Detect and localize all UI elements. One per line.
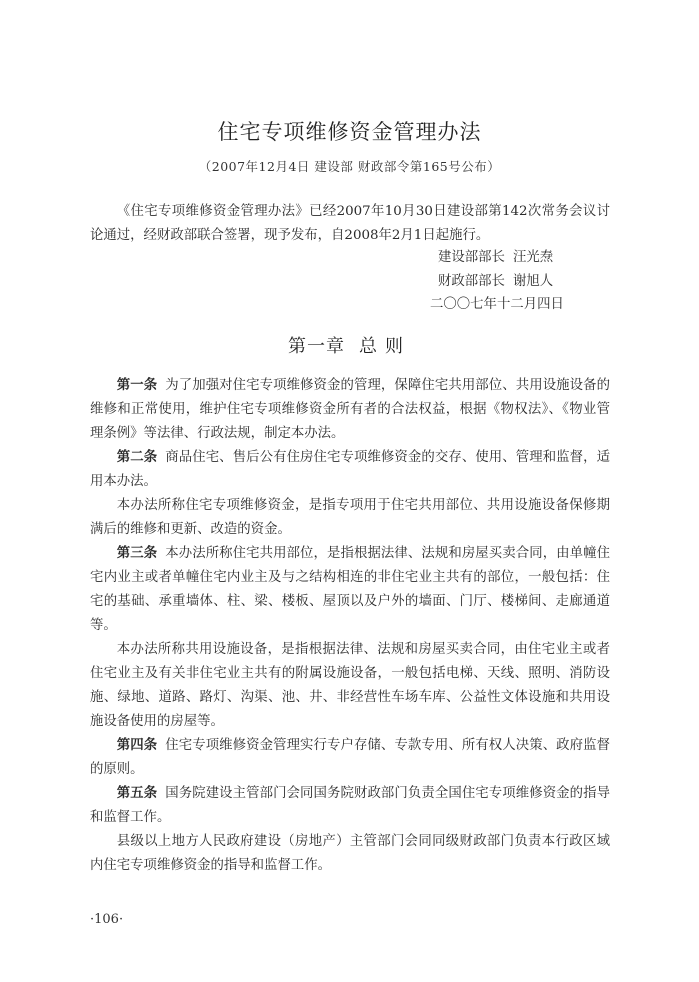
document-title: 住宅专项维修资金管理办法 [217, 120, 482, 144]
article-paragraph [90, 494, 610, 542]
signature-role: 建设部部长 [438, 250, 505, 265]
article-text: 国务院建设主管部门会同国务院财政部门负责全国住宅专项维修资金的指导和监督工作。 [90, 786, 611, 825]
article-paragraph [90, 638, 610, 734]
signature-name: 谢旭人 [512, 273, 554, 289]
article-number: 第一条 [116, 378, 158, 393]
article-text: 本办法所称住宅共用部位，是指根据法律、法规和房屋买卖合同，由单幢住宅内业主或者单幢住宅内业主及与之结构相连的非住宅业主共有的部位，一般包括：住宅的基础、承重墙体、柱、梁、楼板、屋顶以及户外的墙面、门厅、楼梯间、走廊通道等。 [90, 546, 611, 633]
article-paragraph [90, 830, 610, 878]
chapter-heading [0, 332, 699, 358]
signature-block [430, 246, 564, 317]
article-paragraph [90, 446, 610, 494]
article-list [90, 374, 610, 878]
signature-name: 汪光焘 [512, 250, 554, 265]
article-number: 第三条 [116, 546, 158, 561]
page-number: ·106· [90, 912, 124, 927]
article-paragraph [90, 374, 610, 446]
preface [90, 200, 610, 248]
preface-text: 《住宅专项维修资金管理办法》已经2007年10月30日建设部第142次常务会议讨论通过，经财政部联合签署，现予发布，自2008年2月1日起施行。 [90, 204, 610, 243]
article-number: 第四条 [116, 738, 158, 753]
article-text: 本办法所称住宅专项维修资金，是指专项用于住宅共用部位、共用设施设备保修期满后的维修和更新、改造的资金。 [90, 498, 610, 537]
document-subtitle: （2007年12月4日 建设部 财政部令第165号公布） [198, 159, 501, 174]
article-number: 第二条 [116, 450, 158, 465]
signature-line [438, 246, 564, 270]
article-paragraph [90, 542, 610, 638]
article-text: 本办法所称共用设施设备，是指根据法律、法规和房屋买卖合同，由住宅业主或者住宅业主及有关非住宅业主共有的附属设施设备，一般包括电梯、天线、照明、消防设施、绿地、道路、路灯、沟渠、池、井、非经营性车场车库、公益性文体设施和共用设施设备使用的房屋等。 [90, 642, 610, 729]
article-text: 为了加强对住宅专项维修资金的管理，保障住宅共用部位、共用设施设备的维修和正常使用，维护住宅专项维修资金所有者的合法权益，根据《物权法》、《物业管理条例》等法律、行政法规，制定本办法。 [90, 378, 611, 441]
article-paragraph [90, 734, 610, 782]
chapter-name: 总则 [359, 336, 411, 357]
chapter-number: 第一章 [288, 336, 345, 357]
article-paragraph [90, 782, 610, 830]
article-text: 县级以上地方人民政府建设（房地产）主管部门会同同级财政部门负责本行政区域内住宅专项维修资金的指导和监督工作。 [90, 834, 610, 873]
signature-role: 财政部部长 [438, 273, 505, 289]
signature-date: 二〇〇七年十二月四日 [430, 297, 564, 312]
article-text: 住宅专项维修资金管理实行专户存储、专款专用、所有权人决策、政府监督的原则。 [90, 738, 611, 777]
article-number: 第五条 [116, 786, 158, 801]
article-text: 商品住宅、售后公有住房住宅专项维修资金的交存、使用、管理和监督，适用本办法。 [90, 450, 611, 489]
signature-line [438, 270, 564, 294]
